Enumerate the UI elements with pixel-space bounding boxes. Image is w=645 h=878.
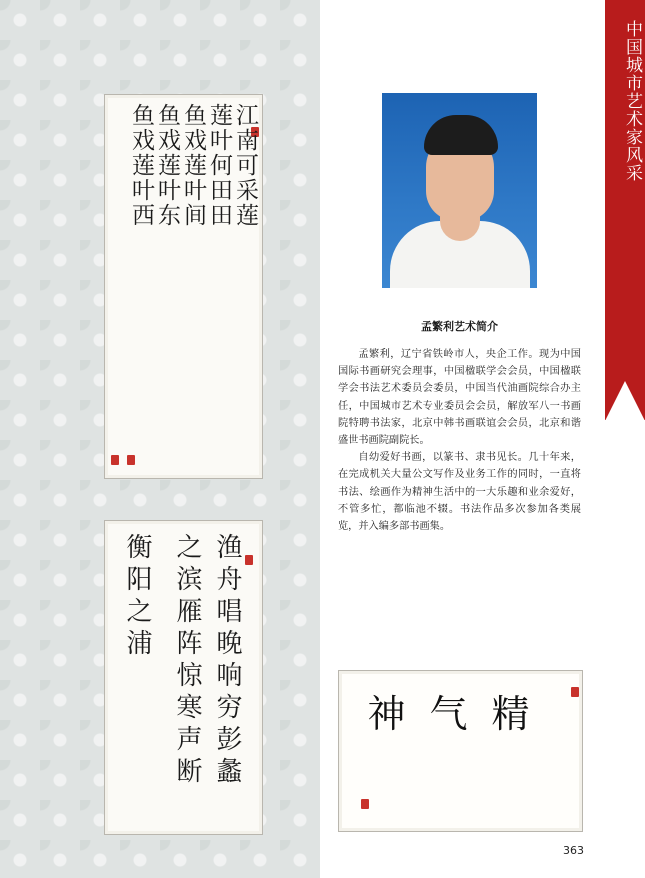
artist-seal-stamp	[361, 799, 369, 809]
calligraphy-artwork-seal-script	[104, 94, 263, 479]
artwork-column-3: 衡阳之浦	[122, 533, 152, 661]
artwork-column-1: 渔舟唱晚响穷彭蠡	[212, 533, 242, 789]
artwork-column-2: 之滨雁阵惊寒声断	[172, 533, 202, 789]
artwork-main-text: 精气神	[367, 692, 554, 736]
artwork-column-1: 江南可采莲	[232, 103, 258, 228]
section-ribbon	[605, 0, 645, 420]
page-number: 363	[563, 844, 584, 857]
artwork-column-2: 莲叶何田田	[206, 103, 232, 228]
calligraphy-artwork-clerical-script	[104, 520, 263, 835]
author-photo	[382, 93, 537, 288]
artist-seal-stamp	[245, 555, 253, 565]
artist-seal-stamp	[127, 455, 135, 465]
calligraphy-artwork-horizontal	[338, 670, 583, 832]
artwork-column-5: 鱼戏莲叶西	[128, 103, 154, 228]
artist-seal-stamp	[111, 455, 119, 465]
bio-paragraph-2: 自幼爱好书画，以篆书、隶书见长。几十年来，在完成机关大量公文写作及业务工作的同时，一直将书法、绘画作为精神生活中的一大乐趣和业余爱好，不管多忙，都临池不辍。书法作品多次参加各类展览，并入编多部书画集。	[338, 452, 581, 533]
artwork-column-4: 鱼戏莲叶东	[154, 103, 180, 228]
profile-bio	[338, 346, 581, 535]
artwork-column-3: 鱼戏莲叶间	[180, 103, 206, 228]
bio-paragraph-1: 孟繁利，辽宁省铁岭市人，央企工作。现为中国国际书画研究会理事，中国楹联学会会员，中国楹联学会书法艺术委员会委员，中国当代油画院综合办主任，中国城市艺术专业委员会会员，解放军八一书画院特聘书法家，北京中韩书画联谊会会员，北京和谐盛世书画院副院长。	[338, 349, 581, 447]
ribbon-label: 中国城市艺术家风采	[622, 20, 642, 182]
artist-seal-stamp	[571, 687, 579, 697]
profile-title: 孟繁利艺术简介	[421, 320, 498, 333]
photo-hair	[424, 115, 498, 155]
